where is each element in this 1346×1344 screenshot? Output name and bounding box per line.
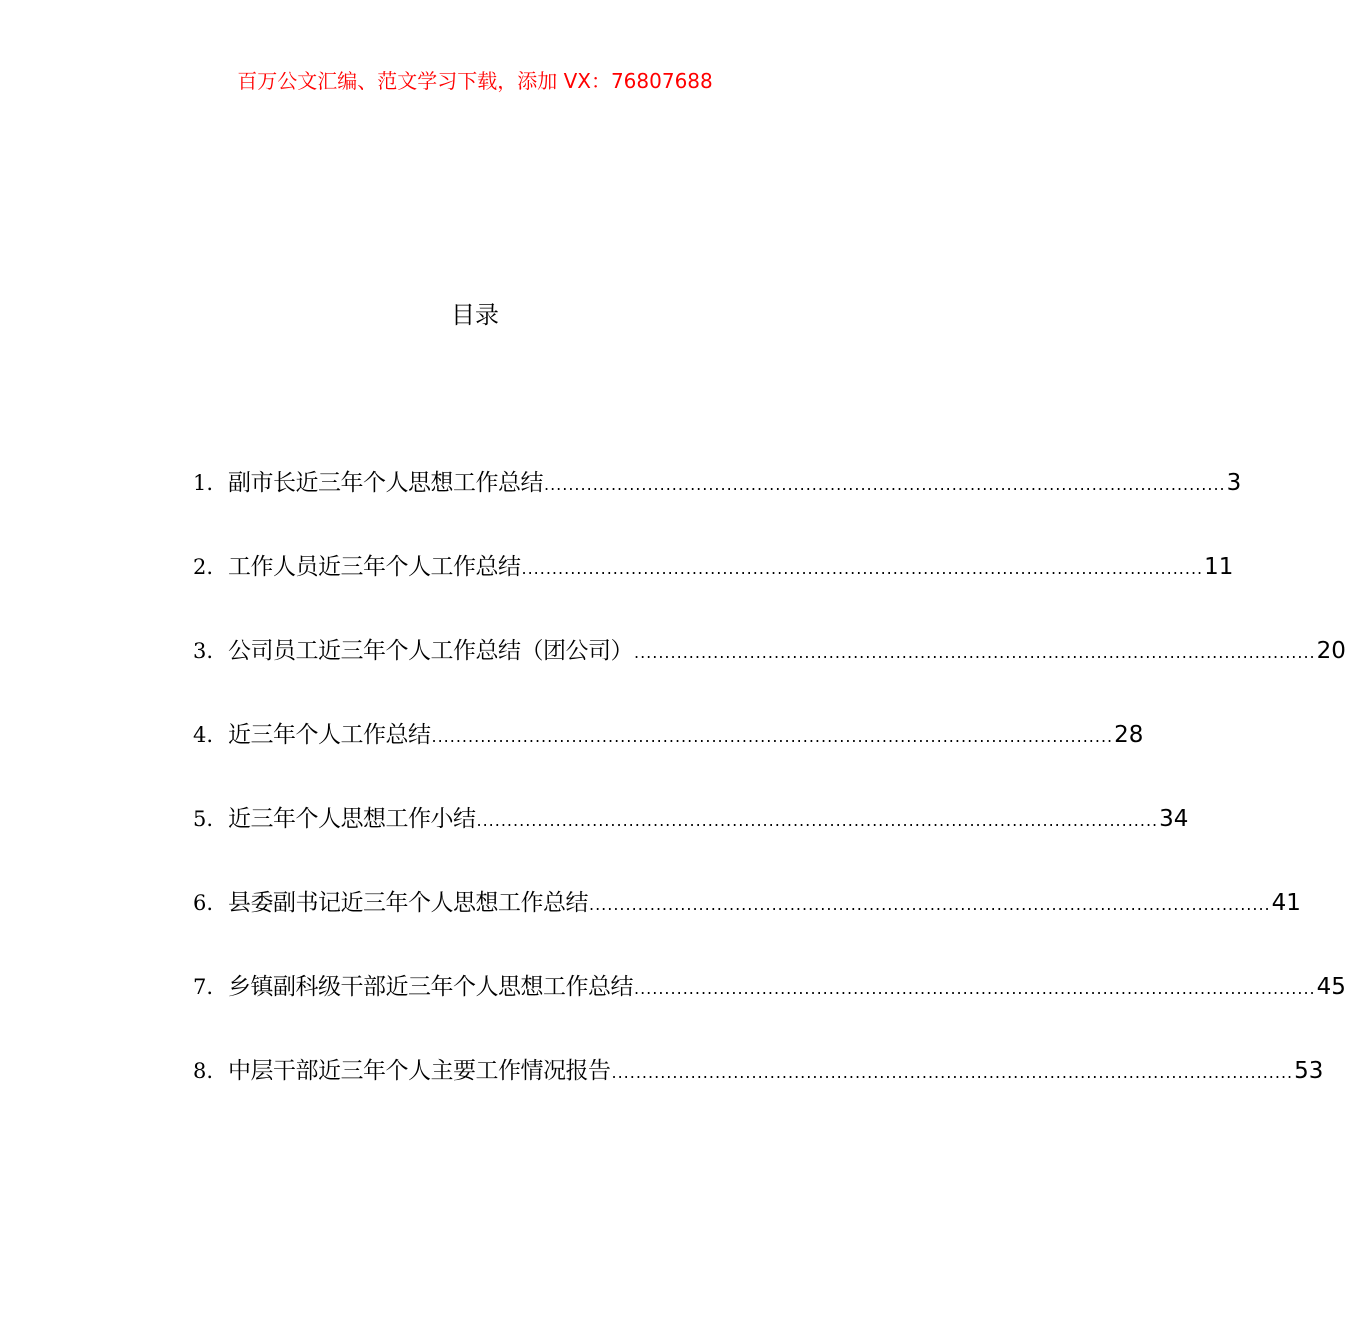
toc-dot-leader: ................................................................................................................	[476, 811, 1159, 830]
toc-entry-page: 41	[1271, 890, 1301, 916]
toc-dot-leader: ................................................................................................................	[611, 1063, 1294, 1082]
toc-entry[interactable]	[193, 634, 1346, 718]
header-watermark-text: 百万公文汇编、范文学习下载，添加 VX：76807688	[237, 69, 713, 93]
toc-entry-title: 工作人员近三年个人工作总结	[228, 554, 521, 580]
toc-entry-number: 4.	[193, 723, 214, 747]
toc-entry[interactable]	[193, 718, 1144, 802]
toc-dot-leader: ................................................................................................................	[589, 895, 1271, 914]
toc-dot-leader: ................................................................................................................	[634, 643, 1316, 662]
toc-entry-number: 1.	[193, 471, 214, 495]
toc-title: 目录	[451, 301, 499, 329]
toc-entry-page: 53	[1294, 1058, 1324, 1084]
toc-entry-title: 近三年个人思想工作小结	[228, 806, 476, 832]
toc-entry-number: 8.	[193, 1059, 214, 1083]
toc-entry[interactable]	[193, 970, 1346, 1054]
toc-dot-leader: ................................................................................................................	[431, 727, 1114, 746]
toc-entry-page: 20	[1316, 638, 1346, 664]
toc-entry-page: 34	[1159, 806, 1189, 832]
toc-entry[interactable]	[193, 550, 1234, 634]
toc-entry-number: 7.	[193, 975, 214, 999]
toc-entry-title: 近三年个人工作总结	[228, 722, 431, 748]
toc-entry-title: 公司员工近三年个人工作总结（团公司）	[228, 638, 633, 664]
toc-entry-title: 中层干部近三年个人主要工作情况报告	[228, 1058, 611, 1084]
toc-entry-page: 11	[1204, 554, 1234, 580]
toc-entry-page: 45	[1316, 974, 1346, 1000]
toc-dot-leader: ................................................................................................................	[634, 979, 1316, 998]
toc-entry-page: 3	[1226, 470, 1242, 496]
toc-entry[interactable]	[193, 802, 1189, 886]
toc-entry-number: 3.	[193, 639, 214, 663]
toc-entry-page: 28	[1114, 722, 1144, 748]
toc-entry-number: 5.	[193, 807, 214, 831]
toc-entry[interactable]	[193, 1054, 1324, 1138]
toc-entry-title: 县委副书记近三年个人思想工作总结	[228, 890, 588, 916]
toc-dot-leader: ................................................................................................................	[544, 475, 1226, 494]
toc-dot-leader: ................................................................................................................	[521, 559, 1204, 578]
toc-entry-number: 6.	[193, 891, 214, 915]
toc-entry[interactable]	[193, 886, 1301, 970]
toc-entry-title: 乡镇副科级干部近三年个人思想工作总结	[228, 974, 633, 1000]
toc-entry-title: 副市长近三年个人思想工作总结	[228, 470, 543, 496]
toc-entry-number: 2.	[193, 555, 214, 579]
toc-entry[interactable]	[193, 466, 1242, 550]
toc-list	[193, 466, 1346, 1138]
